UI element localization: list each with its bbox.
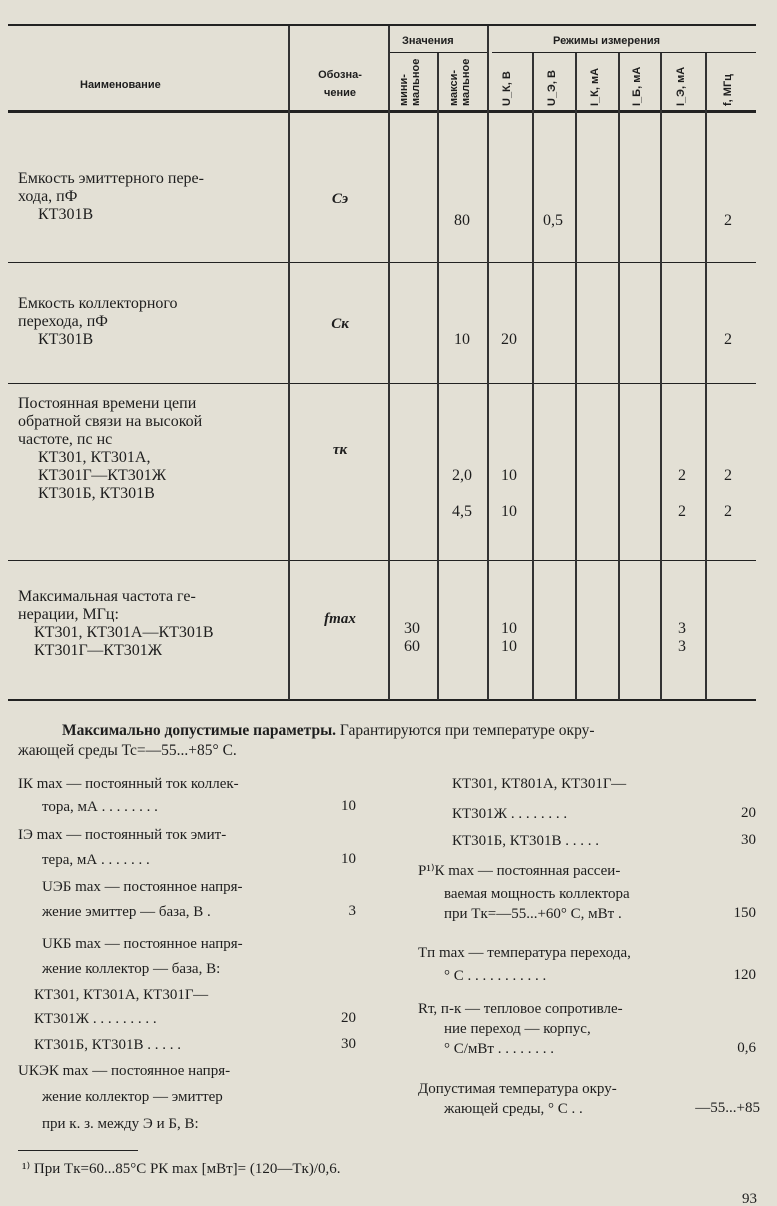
row-name-line: Постоянная времени цепи: [18, 395, 197, 412]
header-f: f, МГц: [722, 74, 734, 106]
cell-ie: 3: [678, 620, 686, 637]
row-name-line: Максимальная частота ге-: [18, 588, 196, 605]
header-min: мини- мальное: [398, 58, 422, 106]
right-param-line: ваемая мощность коллектора: [444, 886, 630, 902]
intro-bold: Максимально допустимые параметры.: [62, 722, 337, 739]
row-divider: [8, 560, 756, 561]
right-param-value: 30: [741, 832, 756, 848]
left-param-line: IК max — постоянный ток коллек-: [18, 776, 239, 792]
row-symbol: Cэ: [331, 191, 349, 207]
cell-uk: 10: [501, 467, 517, 484]
header-symbol: Обозна- чение: [318, 69, 362, 99]
row-name-line: КТ301, КТ301А—КТ301В: [34, 624, 214, 641]
left-param-value: 10: [341, 851, 356, 867]
right-param-line: КТ301Б, КТ301В . . . . .: [452, 833, 599, 849]
left-param-line: при к. з. между Э и Б, В:: [42, 1116, 199, 1132]
header-name: Наименование: [80, 79, 161, 91]
left-param-value: 10: [341, 798, 356, 814]
column-divider: [288, 26, 290, 700]
cell-ie: 3: [678, 638, 686, 655]
row-name-line: Емкость эмиттерного пере-: [18, 170, 204, 187]
cell-ue: 0,5: [543, 212, 563, 229]
left-param-value: 30: [341, 1036, 356, 1052]
right-param-value: 120: [733, 967, 756, 983]
row-divider: [8, 262, 756, 263]
left-param-line: КТ301Ж . . . . . . . . .: [34, 1011, 157, 1027]
header-ue: U_Э, В: [546, 70, 558, 106]
column-divider: [660, 53, 662, 700]
intro-text-2: жающей среды Tc=—55...+85° С.: [18, 742, 237, 759]
row-name-line: обратной связи на высокой: [18, 413, 203, 430]
row-symbol: Cк: [331, 316, 349, 332]
cell-uk: 10: [501, 620, 517, 637]
cell-max: 4,5: [452, 503, 472, 520]
column-divider: [532, 53, 534, 700]
row-name-line: КТ301В: [38, 331, 94, 348]
left-param-line: UКБ max — постоянное напря-: [42, 936, 243, 952]
column-divider: [388, 26, 390, 700]
footnote-rule: [18, 1150, 138, 1151]
column-divider: [575, 53, 577, 700]
right-param-line: ние переход — корпус,: [444, 1021, 591, 1037]
header-ib: I_Б, мА: [631, 66, 643, 106]
cell-ie: 2: [678, 467, 686, 484]
right-param-line: Допустимая температура окру-: [418, 1081, 617, 1097]
cell-min: 60: [404, 638, 420, 655]
right-param-line: жающей среды, ° С . .: [444, 1101, 583, 1117]
right-param-line: ° С . . . . . . . . . . .: [444, 968, 547, 984]
left-param-line: КТ301Б, КТ301В . . . . .: [34, 1037, 181, 1053]
right-param-line: при Tк=—55...+60° С, мВт .: [444, 906, 622, 922]
cell-f: 2: [724, 212, 732, 229]
column-divider: [618, 53, 620, 700]
cell-max: 10: [454, 331, 470, 348]
row-name-line: частоте, пс нс: [18, 431, 113, 448]
right-param-value: 20: [741, 805, 756, 821]
left-param-line: жение коллектор — эмиттер: [42, 1089, 223, 1105]
row-name-line: КТ301В: [38, 206, 94, 223]
left-param-line: тора, мА . . . . . . . .: [42, 799, 158, 815]
row-name-line: нерации, МГц:: [18, 606, 119, 623]
header-bottom-rule: [8, 110, 756, 113]
row-name-line: перехода, пФ: [18, 313, 108, 330]
right-param-line: КТ301Ж . . . . . . . .: [452, 806, 568, 822]
header-max: макси- мальное: [448, 58, 472, 106]
footnote: ¹⁾ При Tк=60...85°С PК max [мВт]= (120—Tк)/0,6.: [22, 1161, 341, 1177]
right-param-value: 150: [733, 905, 756, 921]
row-name-line: КТ301Г—КТ301Ж: [34, 642, 163, 659]
left-param-value: 20: [341, 1010, 356, 1026]
cell-f: 2: [724, 503, 732, 520]
row-divider: [8, 383, 756, 384]
left-param-line: жение эмиттер — база, В .: [42, 904, 211, 920]
left-param-line: тера, мА . . . . . . .: [42, 852, 150, 868]
column-divider: [705, 53, 707, 700]
header-uk: U_К, В: [501, 71, 513, 106]
cell-ie: 2: [678, 503, 686, 520]
right-param-line: P¹⁾К max — постоянная рассеи-: [418, 863, 621, 879]
right-param-line: КТ301, КТ801А, КТ301Г—: [452, 776, 627, 792]
table-bottom-rule: [8, 699, 756, 701]
page-number: 93: [742, 1191, 757, 1206]
cell-max: 2,0: [452, 467, 472, 484]
cell-min: 30: [404, 620, 420, 637]
row-name-line: КТ301Г—КТ301Ж: [38, 467, 167, 484]
row-name-line: КТ301Б, КТ301В: [38, 485, 155, 502]
row-name-line: КТ301, КТ301А,: [38, 449, 151, 466]
row-name-line: Емкость коллекторного: [18, 295, 178, 312]
right-param-value: —55...+85: [695, 1100, 760, 1116]
cell-f: 2: [724, 467, 732, 484]
intro-cont: Гарантируются при температуре окру-: [336, 722, 595, 739]
column-divider: [437, 53, 439, 700]
header-ie: I_Э, мА: [675, 66, 687, 106]
left-param-line: UКЭК max — постоянное напря-: [18, 1063, 231, 1079]
cell-f: 2: [724, 331, 732, 348]
row-name-line: хода, пФ: [18, 188, 78, 205]
right-param-line: Tп max — температура перехода,: [418, 945, 631, 961]
cell-uk: 10: [501, 638, 517, 655]
intro-text: [62, 722, 595, 740]
cell-uk: 20: [501, 331, 517, 348]
header-ik: I_К, мА: [589, 67, 601, 106]
left-param-value: 3: [348, 903, 356, 919]
column-divider: [487, 26, 489, 700]
header-modes: Режимы измерения: [553, 35, 661, 47]
right-param-value: 0,6: [737, 1040, 756, 1056]
cell-uk: 10: [501, 503, 517, 520]
left-param-line: IЭ max — постоянный ток эмит-: [18, 827, 227, 843]
left-param-line: КТ301, КТ301А, КТ301Г—: [34, 987, 209, 1003]
row-symbol: τк: [332, 442, 348, 458]
left-param-line: UЭБ max — постоянное напря-: [42, 879, 243, 895]
right-param-line: ° С/мВт . . . . . . . .: [444, 1041, 554, 1057]
left-param-line: жение коллектор — база, В:: [42, 961, 221, 977]
table-top-rule: [8, 24, 756, 26]
row-symbol: fmax: [324, 611, 356, 627]
right-param-line: Rт, п-к — тепловое сопротивле-: [418, 1001, 623, 1017]
cell-max: 80: [454, 212, 470, 229]
header-values: Значения: [402, 35, 454, 47]
